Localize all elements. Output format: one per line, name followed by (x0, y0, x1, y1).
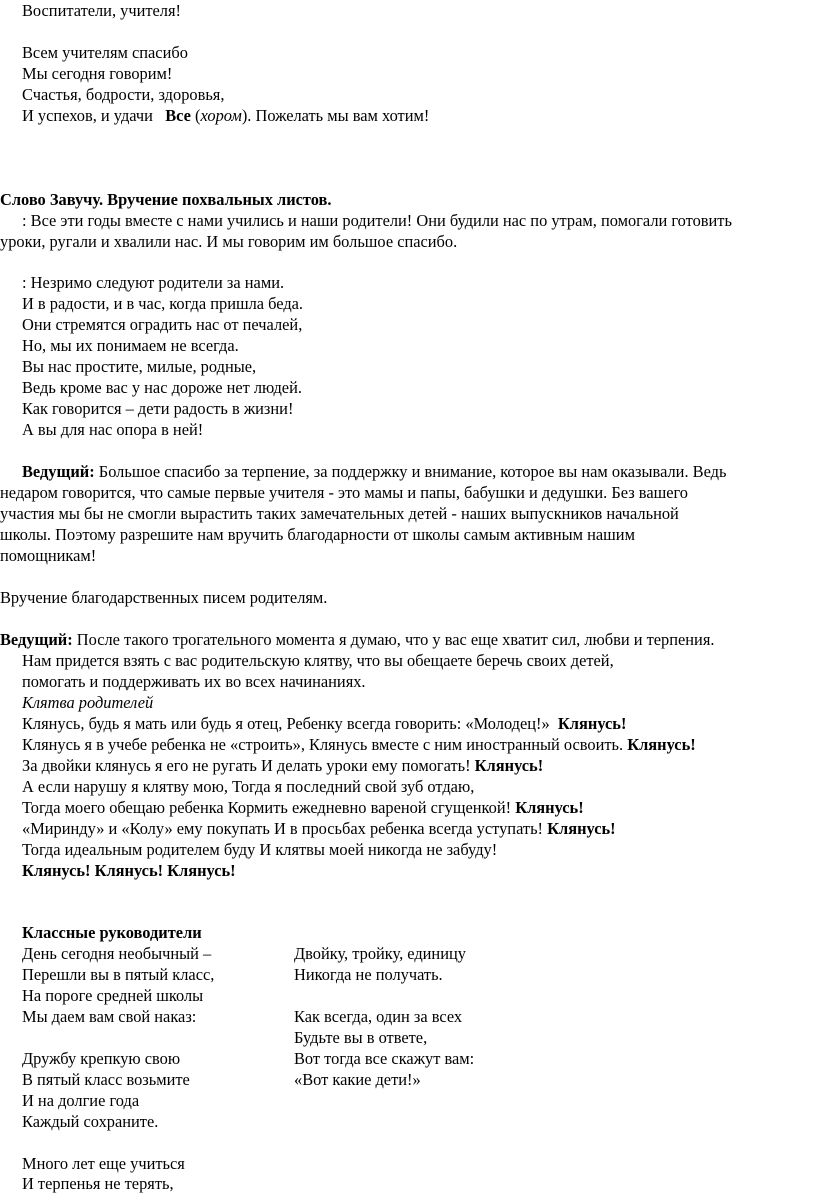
teachers-poem-left-line: Мы даем вам свой наказ: (22, 1007, 197, 1026)
teachers-poem-right-line: Двойку, тройку, единицу (294, 944, 466, 963)
oath-text: Тогда идеальным родителем буду И клятвы моей никогда не забуду! (22, 840, 498, 859)
oath-line (22, 797, 584, 818)
oath-line (22, 734, 696, 755)
oath-swear: Клянусь! (474, 756, 544, 775)
oath-swear: Клянусь! (627, 735, 696, 754)
teachers-poem-right-line: Вот тогда все скажут вам: (294, 1049, 475, 1068)
host-speech-line (0, 629, 714, 650)
parents-poem-line: : Незримо следуют родители за нами. (22, 273, 285, 292)
oath-swear: Клянусь! (557, 714, 627, 733)
oath-line (22, 776, 474, 797)
teachers-poem-left-line: Каждый сохраните. (22, 1112, 159, 1131)
zavuch-heading: Слово Завучу. Вручение похвальных листов. (0, 190, 332, 209)
teachers-poem-left-line: На пороге средней школы (22, 986, 204, 1005)
oath-swear: Клянусь! (547, 819, 616, 838)
intro-poem-line: Мы сегодня говорим! (22, 64, 173, 83)
teachers-poem-right-line: Будьте вы в ответе, (294, 1028, 428, 1047)
parents-poem-line: И в радости, и в час, когда пришла беда. (22, 294, 304, 313)
parents-poem-line: Они стремятся оградить нас от печалей, (22, 315, 303, 334)
parents-poem-line: А вы для нас опора в ней! (22, 420, 204, 439)
all-label: Все (165, 106, 191, 125)
teachers-poem-left-line: И терпенья не терять, (22, 1174, 174, 1193)
teachers-poem-left-line: И на долгие года (22, 1091, 140, 1110)
zavuch-paragraph-line: : Все эти годы вместе с нами учились и наши родители! Они будили нас по утрам, помогали готовить (22, 211, 732, 230)
parents-poem-line: Вы нас простите, милые, родные, (22, 357, 257, 376)
oath-text: За двойки клянусь я его не ругать И делать уроки ему помогать! (22, 756, 471, 775)
teachers-poem-right-line: Никогда не получать. (294, 965, 443, 984)
oath-text: «Миринду» и «Колу» ему покупать И в просьбах ребенка всегда уступать! (22, 819, 544, 838)
letters-line: Вручение благодарственных писем родителям. (0, 588, 328, 607)
teachers-poem-left-line: День сегодня необычный – (22, 944, 212, 963)
intro-poem-text: Пожелать мы вам хотим! (255, 106, 430, 125)
zavuch-paragraph-line: уроки, ругали и хвалили нас. И мы говорим им большое спасибо. (0, 232, 458, 251)
oath-text: Клянусь я в учебе ребенка не «строить», Клянусь вместе с ним иностранный освоить. (22, 735, 624, 754)
host-speech-line: недаром говорится, что самые первые учителя - это мамы и папы, бабушки и дедушки. Без вашего (0, 483, 689, 502)
oath-text: А если нарушу я клятву мою, Тогда я последний свой зуб отдаю, (22, 777, 475, 796)
intro-poem-text: И успехов, и удачи (22, 106, 153, 125)
greeting-line: Воспитатели, учителя! (22, 1, 181, 20)
chorus-word: хором (200, 106, 242, 125)
teachers-poem-left-line: Перешли вы в пятый класс, (22, 965, 215, 984)
teachers-poem-left-line: В пятый класс возьмите (22, 1070, 190, 1089)
oath-line (22, 713, 626, 734)
intro-poem-last-line (22, 105, 429, 126)
teachers-heading: Классные руководители (22, 923, 202, 942)
host-speech-line: помогать и поддерживать их во всех начинаниях. (22, 672, 366, 691)
teachers-poem-left-line: Дружбу крепкую свою (22, 1049, 181, 1068)
host-label: Ведущий: (22, 462, 95, 481)
host-speech-line: участия мы бы не смогли вырастить таких замечательных детей - наших выпускников начальной (0, 504, 679, 523)
host-label: Ведущий: (0, 630, 73, 649)
host-speech-line: помощникам! (0, 546, 97, 565)
chorus-open: ( (195, 106, 201, 125)
host-speech-text: Большое спасибо за терпение, за поддержку и внимание, которое вы нам оказывали. Ведь (98, 462, 727, 481)
oath-final: Клянусь! Клянусь! Клянусь! (22, 861, 236, 880)
teachers-poem-right-line: «Вот какие дети!» (294, 1070, 421, 1089)
parents-poem-line: Как говорится – дети радость в жизни! (22, 399, 294, 418)
intro-poem-line: Счастья, бодрости, здоровья, (22, 85, 225, 104)
parents-poem-line: Но, мы их понимаем не всегда. (22, 336, 239, 355)
host-speech-line: школы. Поэтому разрешите нам вручить благодарности от школы самым активным нашим (0, 525, 635, 544)
teachers-poem-right-line: Как всегда, один за всех (294, 1007, 463, 1026)
oath-line (22, 755, 543, 776)
parents-poem-line: Ведь кроме вас у нас дороже нет людей. (22, 378, 302, 397)
oath-swear: Клянусь! (515, 798, 584, 817)
host-speech-line: Нам придется взять с вас родительскую клятву, что вы обещаете беречь своих детей, (22, 651, 614, 670)
intro-poem-line: Всем учителям спасибо (22, 43, 188, 62)
oath-title: Клятва родителей (22, 693, 154, 712)
teachers-poem-left-line: Много лет еще учиться (22, 1154, 185, 1173)
oath-line (22, 818, 616, 839)
host-speech-line (22, 461, 726, 482)
host-speech-text: После такого трогательного момента я думаю, что у вас еще хватит сил, любви и терпения. (76, 630, 715, 649)
oath-line (22, 839, 497, 860)
chorus-close: ). (241, 106, 252, 125)
oath-text: Тогда моего обещаю ребенка Кормить ежедневно вареной сгущенкой! (22, 798, 512, 817)
oath-text: Клянусь, будь я мать или будь я отец, Ребенку всегда говорить: «Молодец!» (22, 714, 550, 733)
